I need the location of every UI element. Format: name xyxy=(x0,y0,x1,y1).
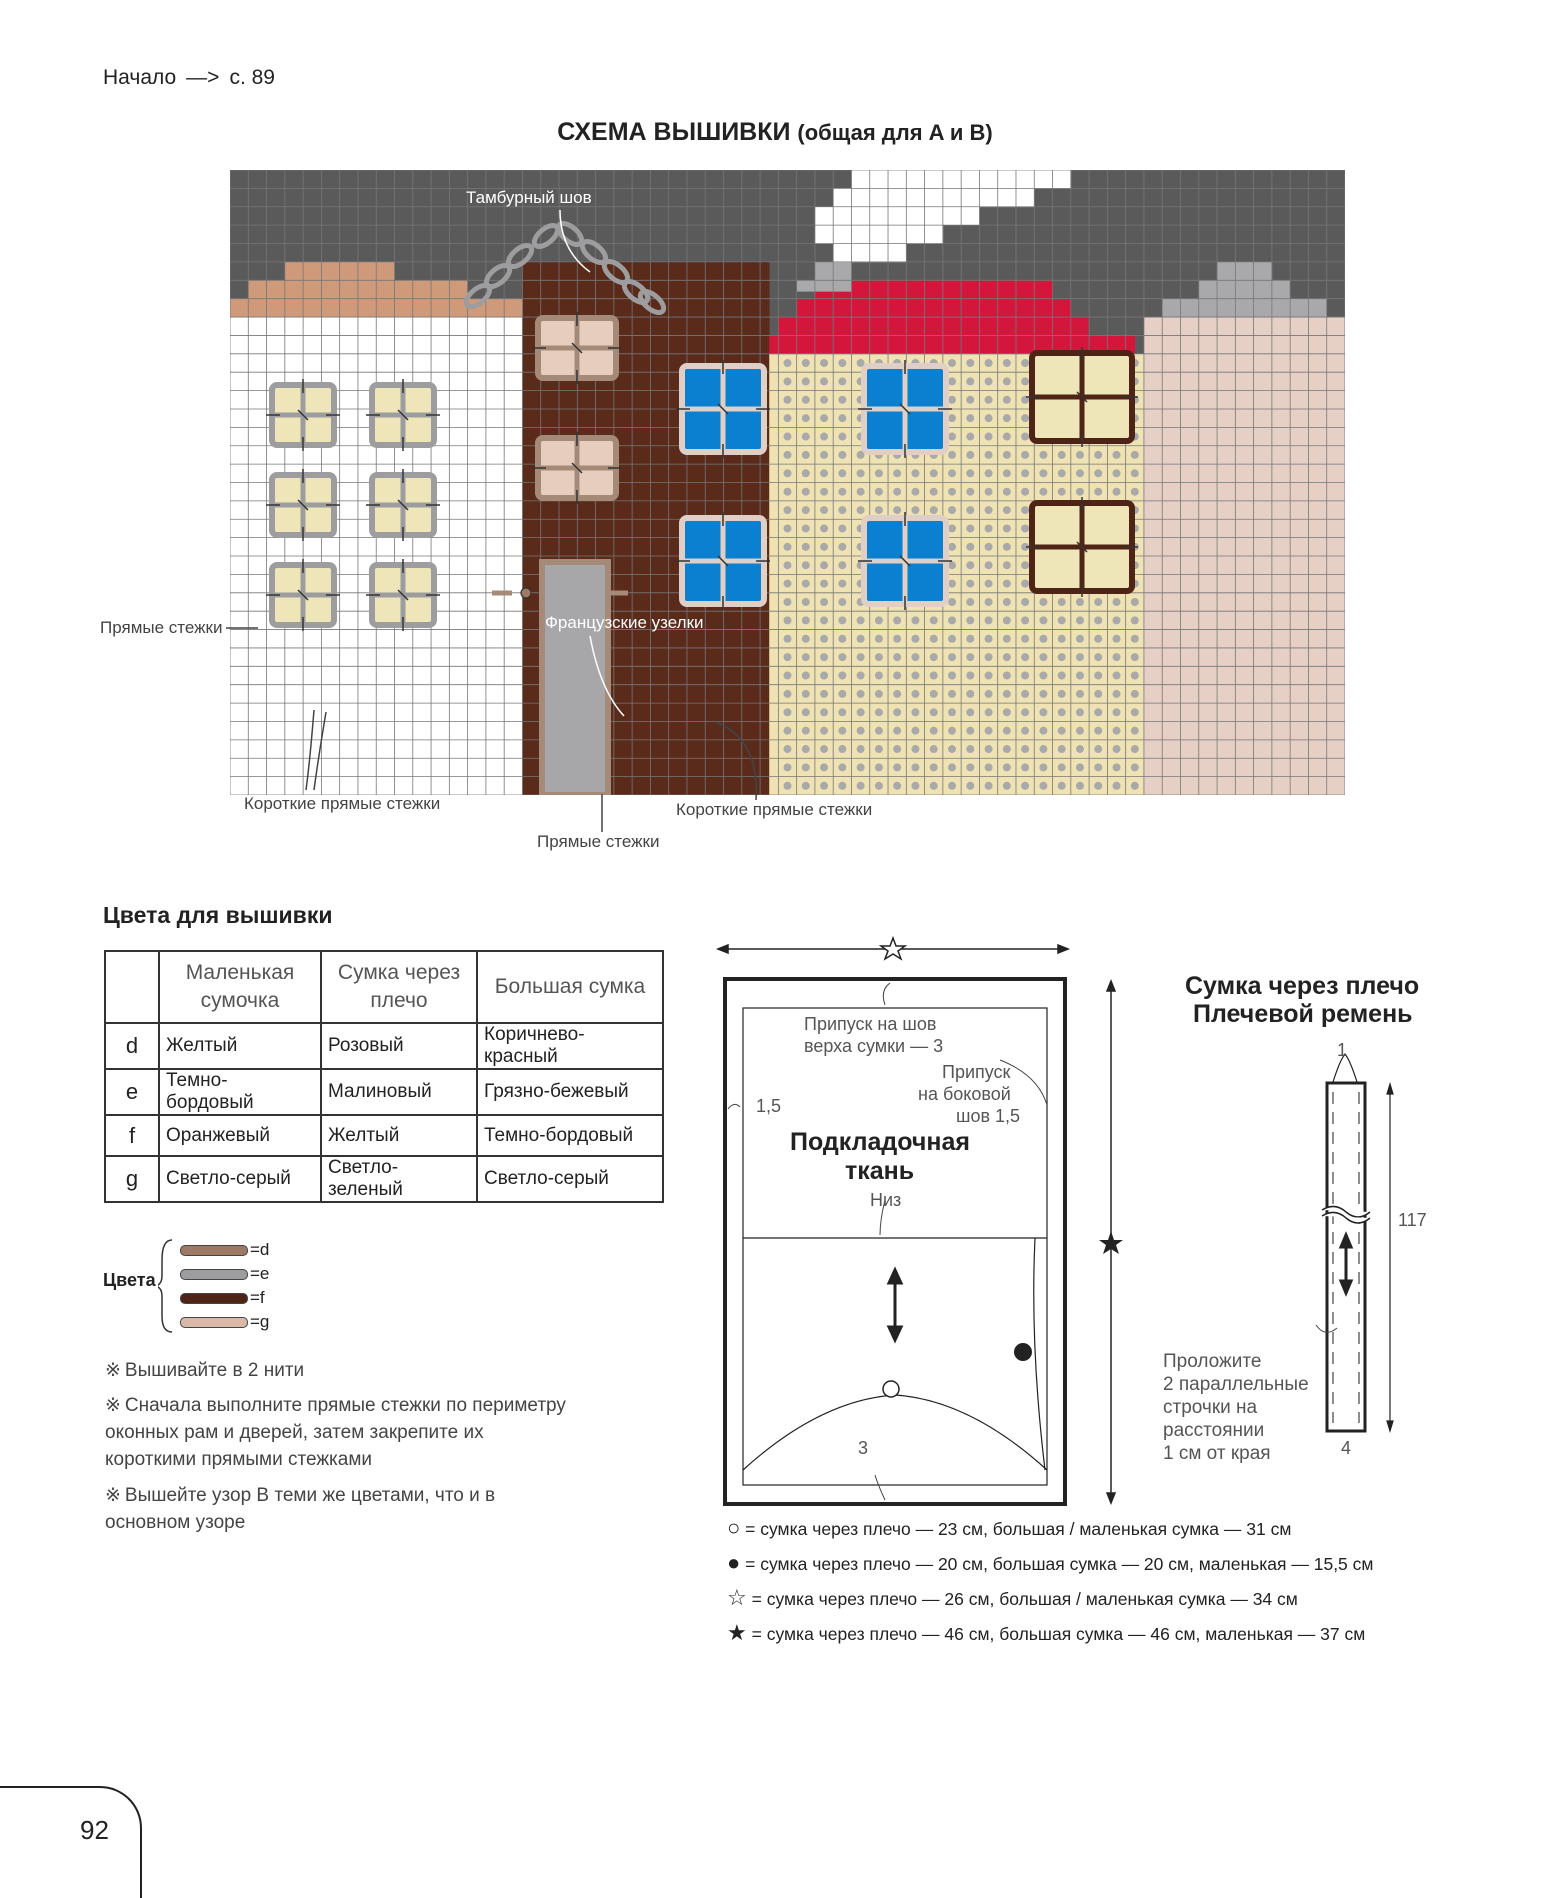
dimension-item: ★ = сумка через плечо — 46 см, большая сумка — 46 см, маленькая — 37 см xyxy=(727,1620,1366,1645)
table-row xyxy=(105,1023,663,1069)
note-mark-icon: ※ xyxy=(105,1485,121,1506)
table-cell: Светло-серый xyxy=(477,1156,663,1202)
page-tab xyxy=(0,1786,142,1898)
dimension-item: ☆ = сумка через плечо — 26 см, большая / маленькая сумка — 34 см xyxy=(727,1585,1298,1610)
strap-title-1: Сумка через плечо xyxy=(1185,972,1420,1000)
thread-legend-item xyxy=(180,1310,269,1334)
label-lining-1: Подкладочная xyxy=(790,1128,971,1156)
table-row xyxy=(105,1069,663,1115)
label-short-stitches-left: Короткие прямые стежки xyxy=(244,794,441,813)
label-seam-side-3: шов 1,5 xyxy=(956,1106,1021,1126)
table-cell: Грязно-бежевый xyxy=(477,1069,663,1115)
thread-legend-label: Цвета xyxy=(103,1270,156,1290)
colors-heading: Цвета для вышивки xyxy=(103,902,333,928)
note-2: ※ Сначала выполните прямые стежки по периметру оконных рам и дверей, затем закрепите их короткими прямыми стежками xyxy=(105,1395,566,1470)
row-key: d xyxy=(105,1023,159,1069)
label-corner: 3 xyxy=(858,1438,869,1458)
title-main: СХЕМА ВЫШИВКИ xyxy=(557,118,791,146)
colors-table-header xyxy=(105,951,663,1023)
breadcrumb-page: с. 89 xyxy=(229,66,275,89)
circle-filled-icon xyxy=(1014,1343,1032,1361)
breadcrumb-start: Начало xyxy=(103,66,177,89)
label-chain-stitch: Тамбурный шов xyxy=(466,188,592,207)
star-filled-icon: ★ xyxy=(727,1620,747,1645)
page-number: 92 xyxy=(80,1815,109,1845)
label-straight-stitches-left: Прямые стежки xyxy=(100,618,223,637)
table-row xyxy=(105,1156,663,1202)
label-lining-2: ткань xyxy=(845,1157,915,1185)
row-key: g xyxy=(105,1156,159,1202)
title-sub: (общая для A и B) xyxy=(797,120,993,145)
dimension-item: ○ = сумка через плечо — 23 см, большая / маленькая сумка — 31 см xyxy=(727,1515,1292,1540)
strap-note: Проложите 2 параллельные строчки на расстоянии 1 см от края xyxy=(1163,1351,1309,1464)
col-shoulder-bag: Сумка через плечо xyxy=(321,951,477,1023)
label-french-knots: Французские узелки xyxy=(545,613,704,632)
table-corner xyxy=(105,951,159,1023)
col-big-bag: Большая сумка xyxy=(477,951,663,1023)
table-cell: Оранжевый xyxy=(159,1115,321,1156)
thread-legend-item xyxy=(180,1286,269,1310)
table-cell: Темно-бордовый xyxy=(159,1069,321,1115)
note-mark-icon: ※ xyxy=(105,1360,121,1381)
thread-swatch xyxy=(180,1317,248,1328)
row-key: e xyxy=(105,1069,159,1115)
thread-swatch xyxy=(180,1245,248,1256)
thread-key: =e xyxy=(250,1264,270,1283)
label-straight-stitches-bottom: Прямые стежки xyxy=(537,832,660,851)
label-seam-top-2: верха сумки — 3 xyxy=(804,1036,944,1056)
dimension-legend xyxy=(727,1515,1373,1655)
thread-legend-item xyxy=(180,1238,269,1262)
dimension-item: ● = сумка через плечо — 20 см, большая сумка — 20 см, маленькая — 15,5 см xyxy=(727,1550,1374,1575)
table-cell: Темно-бордовый xyxy=(477,1115,663,1156)
table-cell: Коричнево-красный xyxy=(477,1023,663,1069)
table-cell: Светло-зеленый xyxy=(321,1156,477,1202)
table-row xyxy=(105,1115,663,1156)
row-key: f xyxy=(105,1115,159,1156)
thread-key: =f xyxy=(250,1288,265,1307)
star-outline-icon xyxy=(881,938,905,959)
label-left-margin: 1,5 xyxy=(756,1096,782,1116)
table-cell: Светло-серый xyxy=(159,1156,321,1202)
thread-key: =d xyxy=(250,1240,270,1259)
thread-swatch xyxy=(180,1293,248,1304)
label-short-stitches-right: Короткие прямые стежки xyxy=(676,800,873,819)
circle-filled-icon: ● xyxy=(727,1550,741,1575)
label-seam-top: Припуск на шов xyxy=(804,1014,937,1034)
thread-swatch xyxy=(180,1269,248,1280)
circle-outline-icon xyxy=(883,1381,899,1397)
table-cell: Желтый xyxy=(321,1115,477,1156)
strap-length-dim: 117 xyxy=(1398,1210,1427,1230)
label-bottom: Низ xyxy=(870,1190,902,1210)
table-cell: Желтый xyxy=(159,1023,321,1069)
strap-title-2: Плечевой ремень xyxy=(1193,1000,1413,1028)
strap-width-dim: 4 xyxy=(1341,1438,1352,1458)
circle-outline-icon: ○ xyxy=(727,1515,741,1540)
label-seam-side-2: на боковой xyxy=(918,1084,1011,1104)
arrow-right-icon: —> xyxy=(186,66,220,89)
note-3: ※ Вышейте узор B теми же цветами, что и в основном узоре xyxy=(105,1485,496,1533)
strap-top-dim: 1 xyxy=(1337,1040,1348,1060)
thread-key: =g xyxy=(250,1312,270,1331)
label-seam-side-1: Припуск xyxy=(942,1062,1011,1082)
note-1: ※ Вышивайте в 2 нити xyxy=(105,1360,305,1381)
table-cell: Малиновый xyxy=(321,1069,477,1115)
note-mark-icon: ※ xyxy=(105,1395,121,1416)
colors-table xyxy=(104,950,664,1203)
annotation-leaders xyxy=(0,0,1550,900)
thread-legend xyxy=(180,1238,269,1334)
table-cell: Розовый xyxy=(321,1023,477,1069)
thread-legend-item xyxy=(180,1262,269,1286)
col-small-bag: Маленькая сумочка xyxy=(159,951,321,1023)
star-outline-icon: ☆ xyxy=(727,1585,747,1610)
